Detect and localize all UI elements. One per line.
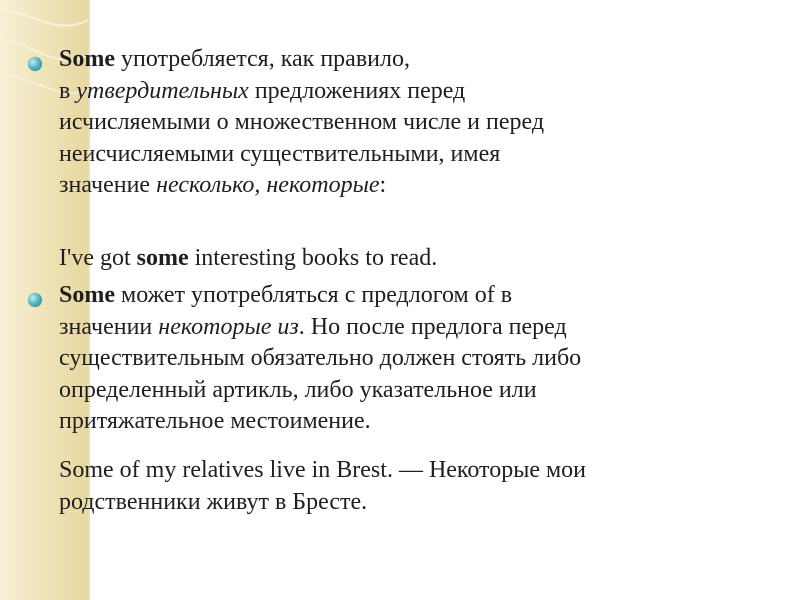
- bullet-2-example: [59, 455, 759, 518]
- bullet-1-line-4: неисчисляемыми существительными, имея: [59, 140, 501, 167]
- bullet-2-line-2: значении некоторые из. Но после предлога перед: [59, 313, 567, 340]
- bullet-2-example-line-1: Some of my relatives live in Brest. — Некоторые мои: [59, 457, 587, 483]
- bullet-1-example: I've got some interesting books to read.: [59, 245, 438, 271]
- bullet-2-line-5: притяжательное местоимение.: [59, 408, 371, 434]
- bullet-1-line-2: в утвердительных предложениях перед: [59, 77, 466, 104]
- bullet-2-line-1: Some может употребляться с предлогом of в: [59, 282, 513, 308]
- bullet-2-line-3: существительным обязательно должен стоять либо: [59, 345, 582, 371]
- bullet-dot-icon: [28, 57, 42, 71]
- bullet-2-example-line-2: родственники живут в Бресте.: [59, 488, 368, 515]
- bullet-2-text: [59, 280, 759, 438]
- bullet-1-line-3: исчисляемыми о множественном числе и перед: [59, 109, 545, 135]
- bullet-1-line-1: Some употребляется, как правило,: [59, 46, 410, 72]
- bullet-1-line-5: значение несколько, некоторые:: [59, 172, 387, 198]
- bullet-2-line-4: определенный артикль, либо указательное или: [59, 376, 537, 403]
- bullet-dot-icon: [28, 293, 42, 307]
- bullet-1-text: [59, 44, 759, 202]
